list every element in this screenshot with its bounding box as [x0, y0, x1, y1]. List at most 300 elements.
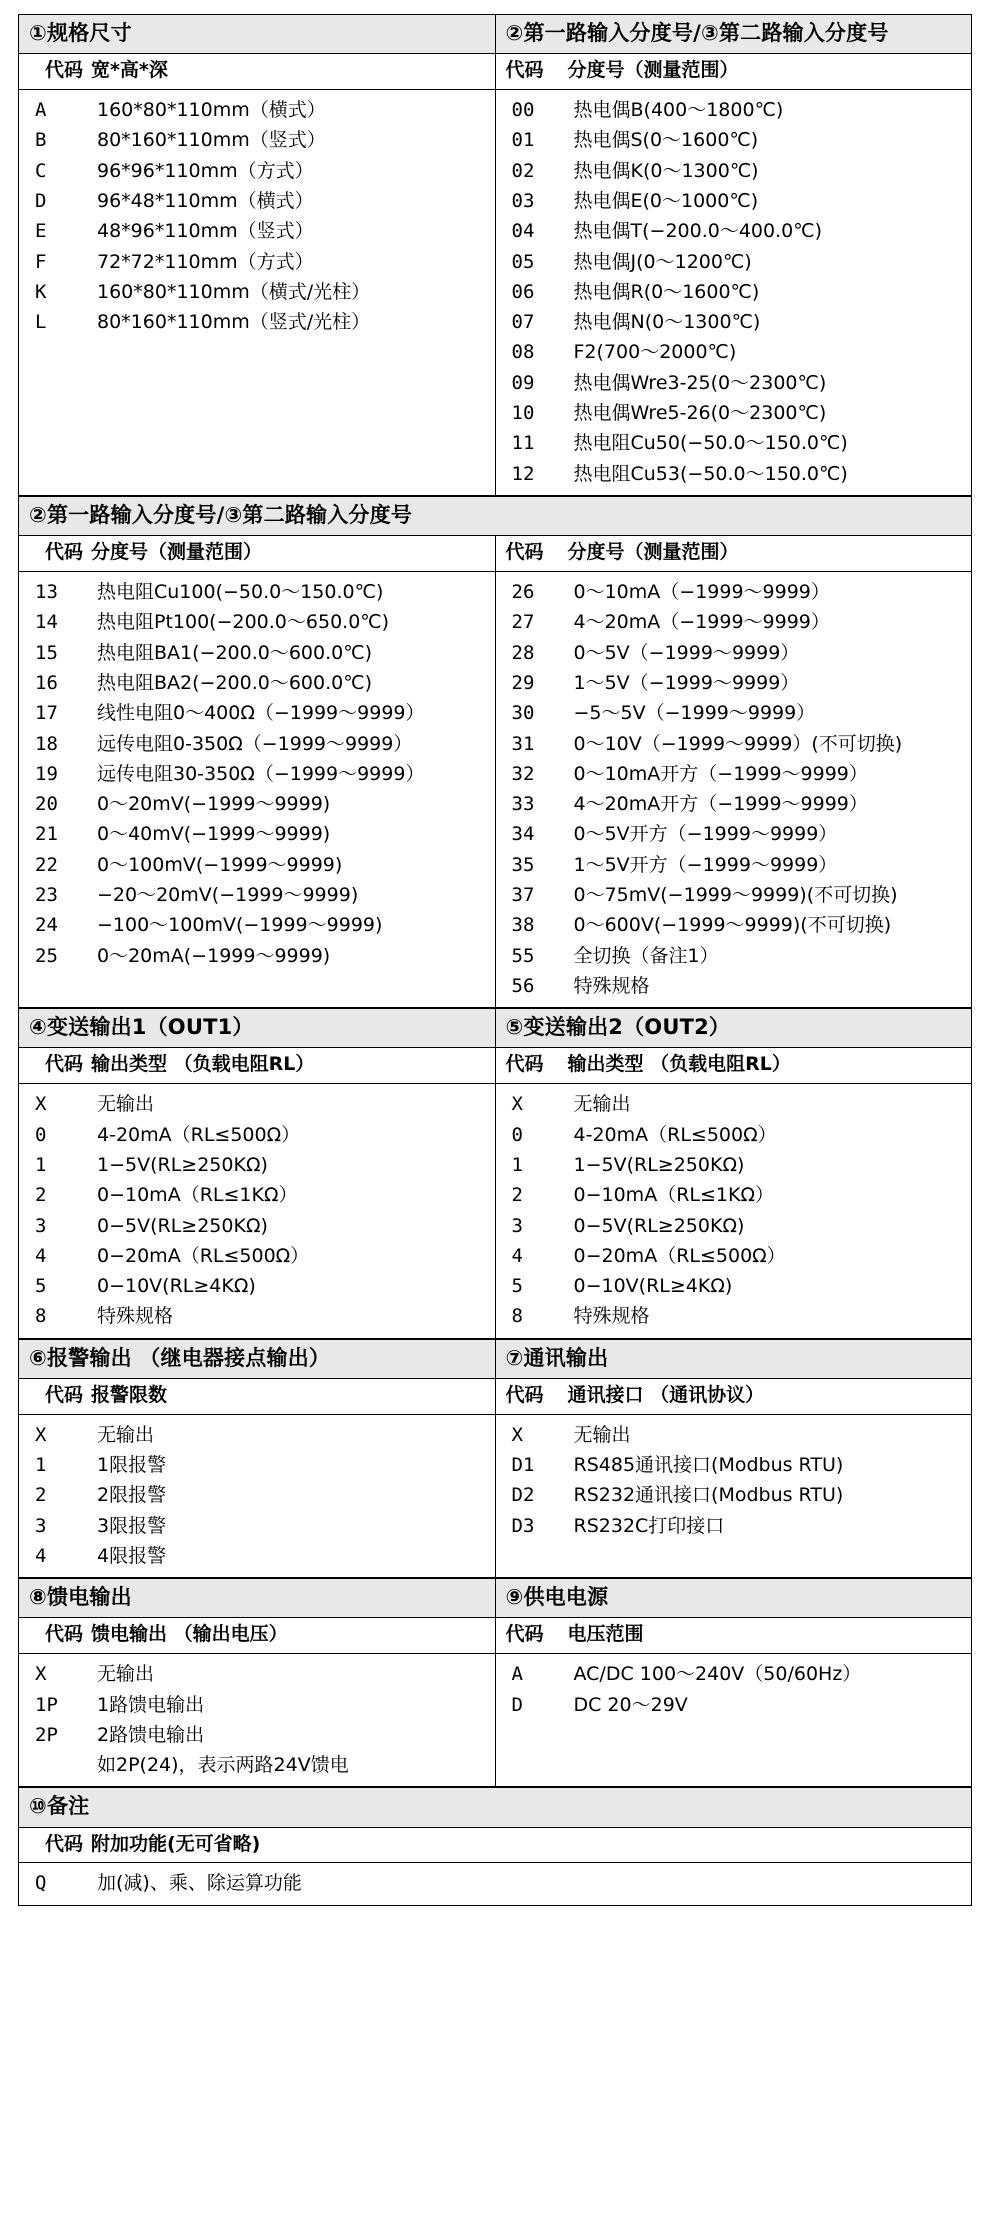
- column-header-code: 代码: [45, 1383, 84, 1406]
- list-item: [496, 247, 972, 277]
- column-header-desc: 通讯接口 （通讯协议）: [567, 1383, 765, 1406]
- item-code: 05: [511, 250, 535, 273]
- item-code: 4: [35, 1544, 47, 1567]
- item-desc: 1～5V开方（−1999～9999）: [573, 853, 838, 876]
- item-code: X: [35, 1423, 47, 1446]
- item-desc: 1−5V(RL≥250KΩ): [97, 1153, 268, 1176]
- item-desc: 3限报警: [97, 1514, 167, 1537]
- list-item: [496, 307, 972, 337]
- spec-table-row4: [18, 1339, 972, 1579]
- item-desc: 4～20mA开方（−1999～9999）: [573, 793, 868, 816]
- list-item: [19, 1690, 495, 1720]
- section-body-remark: [19, 1863, 972, 1905]
- list-item: [496, 1301, 972, 1331]
- list-item: [19, 1089, 495, 1119]
- item-desc: 0−20mA（RL≤500Ω）: [573, 1244, 786, 1267]
- column-header-out1: [19, 1048, 496, 1084]
- item-desc: 4-20mA（RL≤500Ω）: [573, 1123, 777, 1146]
- item-desc: 0～75mV(−1999～9999)(不可切换): [573, 884, 898, 907]
- item-code: K: [35, 280, 47, 303]
- item-desc: 热电阻Cu50(−50.0～150.0℃): [573, 432, 848, 455]
- section-body-input2-left: [19, 571, 496, 1007]
- column-header-remark: [19, 1827, 972, 1863]
- list-item: [496, 1241, 972, 1271]
- column-header-desc: 报警限数: [91, 1383, 168, 1406]
- column-header-power: [495, 1618, 972, 1654]
- section-title-power: ⑨供电电源: [495, 1579, 972, 1618]
- column-header-input1: [495, 54, 972, 90]
- item-desc: 无输出: [573, 1093, 631, 1116]
- section-body-feed: [19, 1654, 496, 1787]
- item-desc: 1路馈电输出: [97, 1693, 205, 1716]
- item-desc: RS232C打印接口: [573, 1514, 725, 1537]
- list-item: [19, 638, 495, 668]
- feed-note: 如2P(24)，表示两路24V馈电: [97, 1754, 349, 1777]
- item-code: 2: [35, 1184, 47, 1207]
- item-code: 55: [511, 944, 535, 967]
- list-item: [19, 789, 495, 819]
- column-header-code: 代码: [45, 1053, 84, 1076]
- item-list-out1: [19, 1089, 495, 1332]
- item-code: 01: [511, 129, 535, 152]
- item-desc: 72*72*110mm（方式）: [97, 250, 314, 273]
- list-item: [19, 1659, 495, 1689]
- item-code: X: [35, 1663, 47, 1686]
- list-item: [19, 1511, 495, 1541]
- item-desc: 热电阻BA2(−200.0～600.0℃): [97, 671, 372, 694]
- item-code: 8: [511, 1305, 523, 1328]
- item-code: 00: [511, 98, 535, 121]
- list-item: [19, 95, 495, 125]
- list-item: [19, 941, 495, 971]
- item-code: 25: [35, 944, 58, 967]
- section-header-row: [19, 1788, 972, 1827]
- list-item: [19, 819, 495, 849]
- item-code: 04: [511, 220, 535, 243]
- list-item: [19, 1150, 495, 1180]
- item-desc: 无输出: [573, 1423, 631, 1446]
- section-body-out2: [495, 1084, 972, 1339]
- section-body-row: [19, 1863, 972, 1905]
- column-header-code: 代码: [505, 1623, 544, 1646]
- list-item: [496, 216, 972, 246]
- item-desc: 1限报警: [97, 1454, 167, 1476]
- list-item: [496, 1120, 972, 1150]
- item-desc: 热电偶K(0～1300℃): [573, 159, 759, 182]
- list-item: [496, 638, 972, 668]
- item-desc: 热电阻Pt100(−200.0～650.0℃): [97, 611, 390, 634]
- item-desc: 0−10mA（RL≤1KΩ）: [97, 1184, 298, 1207]
- item-desc: 热电偶T(−200.0～400.0℃): [573, 220, 822, 243]
- item-list-input2-right: [496, 577, 972, 1001]
- item-code: D1: [511, 1454, 535, 1476]
- section-body-comm: [495, 1414, 972, 1578]
- item-code: 2P: [35, 1723, 58, 1746]
- item-code: 3: [511, 1214, 523, 1237]
- item-code: 19: [35, 762, 58, 785]
- item-code: 1: [35, 1454, 47, 1476]
- item-code: Q: [35, 1872, 47, 1895]
- column-header-input2-left: [19, 536, 496, 572]
- item-desc: RS232通讯接口(Modbus RTU): [573, 1484, 844, 1507]
- item-desc: 全切换（备注1）: [573, 944, 719, 967]
- item-code: 32: [511, 762, 535, 785]
- item-code: X: [511, 1093, 523, 1116]
- list-item: [496, 428, 972, 458]
- section-title-input1: ②第一路输入分度号/③第二路输入分度号: [495, 15, 972, 54]
- list-item: [19, 307, 495, 337]
- list-item: [496, 819, 972, 849]
- section-body-row: [19, 1654, 972, 1787]
- item-desc: 160*80*110mm（横式）: [97, 98, 326, 121]
- list-item: [496, 910, 972, 940]
- column-header-feed: [19, 1618, 496, 1654]
- item-desc: 特殊规格: [97, 1305, 174, 1328]
- column-header-code: 代码: [45, 541, 84, 564]
- item-desc: 4～20mA（−1999～9999）: [573, 611, 830, 634]
- list-item: [19, 910, 495, 940]
- item-desc: 无输出: [97, 1663, 155, 1686]
- list-item: [19, 277, 495, 307]
- item-code: 33: [511, 793, 535, 816]
- list-item: [496, 1271, 972, 1301]
- item-desc: 4限报警: [97, 1544, 167, 1567]
- list-item: [496, 789, 972, 819]
- spec-table-row6: [18, 1787, 972, 1905]
- item-code: 09: [511, 371, 535, 394]
- item-desc: 0−5V(RL≥250KΩ): [573, 1214, 745, 1237]
- item-code: A: [511, 1663, 523, 1686]
- list-item: [496, 729, 972, 759]
- item-list-out2: [496, 1089, 972, 1332]
- item-code: 26: [511, 580, 535, 603]
- item-code: L: [35, 311, 47, 334]
- item-desc: F2(700～2000℃): [573, 341, 737, 364]
- spec-table-row2: [18, 496, 972, 1008]
- column-header-desc: 宽*高*深: [91, 59, 168, 82]
- column-header-desc: 电压范围: [567, 1623, 644, 1646]
- item-desc: 0−10mA（RL≤1KΩ）: [573, 1184, 774, 1207]
- item-desc: 热电偶J(0～1200℃): [573, 250, 752, 273]
- list-item: [496, 459, 972, 489]
- list-item: [19, 1541, 495, 1571]
- list-item: [496, 156, 972, 186]
- item-desc: 热电偶S(0～1600℃): [573, 129, 759, 152]
- column-header-desc: 馈电输出 （输出电压）: [91, 1623, 288, 1646]
- item-code: 28: [511, 641, 535, 664]
- section-body-size: [19, 89, 496, 495]
- list-item: [496, 368, 972, 398]
- item-desc: 2限报警: [97, 1484, 167, 1507]
- item-code: 2: [511, 1184, 523, 1207]
- item-list-comm: [496, 1420, 972, 1553]
- item-list-feed: [19, 1659, 495, 1750]
- column-header-desc: 输出类型 （负载电阻RL）: [91, 1053, 315, 1076]
- section-header-row: [19, 1579, 972, 1618]
- section-title-feed: ⑧馈电输出: [19, 1579, 496, 1618]
- list-item: [19, 1480, 495, 1510]
- item-desc: 加(减)、乘、除运算功能: [97, 1872, 302, 1895]
- item-desc: 48*96*110mm（竖式）: [97, 220, 314, 243]
- list-item: [496, 941, 972, 971]
- item-code: 20: [35, 793, 58, 816]
- column-header-code: 代码: [45, 1623, 84, 1646]
- list-item: [496, 668, 972, 698]
- column-header-code: 代码: [505, 59, 544, 82]
- list-item: [19, 607, 495, 637]
- item-code: 30: [511, 702, 535, 725]
- item-code: 5: [35, 1275, 47, 1298]
- item-code: 12: [511, 462, 535, 485]
- item-desc: RS485通讯接口(Modbus RTU): [573, 1454, 844, 1476]
- item-code: 07: [511, 311, 535, 334]
- item-code: F: [35, 250, 47, 273]
- section-title-out1: ④变送输出1（OUT1）: [19, 1009, 496, 1048]
- column-header-out2: [495, 1048, 972, 1084]
- item-code: 0: [511, 1123, 523, 1146]
- list-item: [19, 1211, 495, 1241]
- item-code: D: [35, 189, 47, 212]
- list-item: [496, 1659, 972, 1689]
- list-item: [496, 1690, 972, 1720]
- list-item: [496, 1480, 972, 1510]
- item-desc: 96*96*110mm（方式）: [97, 159, 314, 182]
- item-code: 1: [35, 1153, 47, 1176]
- column-header-size: [19, 54, 496, 90]
- item-code: 13: [35, 580, 58, 603]
- item-code: 38: [511, 914, 535, 937]
- section-header-row: [19, 1009, 972, 1048]
- item-desc: 1～5V（−1999～9999）: [573, 671, 800, 694]
- list-item: [19, 1180, 495, 1210]
- item-code: B: [35, 129, 47, 152]
- list-item: [496, 125, 972, 155]
- list-item: [19, 729, 495, 759]
- section-body-out1: [19, 1084, 496, 1339]
- section-header-row: [19, 15, 972, 54]
- column-header-comm: [495, 1378, 972, 1414]
- item-list-power: [496, 1659, 972, 1720]
- item-desc: −5～5V（−1999～9999）: [573, 702, 816, 725]
- item-desc: 热电阻BA1(−200.0～600.0℃): [97, 641, 372, 664]
- column-header-alarm: [19, 1378, 496, 1414]
- item-code: X: [511, 1423, 523, 1446]
- item-desc: 0～5V开方（−1999～9999）: [573, 823, 838, 846]
- item-desc: 热电偶E(0～1000℃): [573, 189, 759, 212]
- list-item: [496, 277, 972, 307]
- list-item: [19, 1241, 495, 1271]
- item-desc: 2路馈电输出: [97, 1723, 205, 1746]
- list-item: [496, 95, 972, 125]
- column-header-desc: 分度号（测量范围）: [91, 541, 263, 564]
- item-desc: 80*160*110mm（竖式）: [97, 129, 326, 152]
- item-desc: 0～5V（−1999～9999）: [573, 641, 800, 664]
- item-code: 22: [35, 853, 58, 876]
- item-code: 16: [35, 671, 58, 694]
- item-code: 27: [511, 611, 535, 634]
- list-item: [19, 1450, 495, 1480]
- item-code: 08: [511, 341, 535, 364]
- item-list-input2-left: [19, 577, 495, 971]
- list-item: [496, 186, 972, 216]
- item-code: A: [35, 98, 47, 121]
- item-desc: 0−5V(RL≥250KΩ): [97, 1214, 268, 1237]
- column-header-code: 代码: [505, 541, 544, 564]
- column-header-row: [19, 1618, 972, 1654]
- list-item: [19, 1120, 495, 1150]
- item-code: 31: [511, 732, 535, 755]
- item-code: 06: [511, 280, 535, 303]
- section-title-remark: ⑩备注: [19, 1788, 972, 1827]
- item-code: 35: [511, 853, 535, 876]
- list-item: [496, 698, 972, 728]
- item-list-alarm: [19, 1420, 495, 1572]
- list-item: [19, 125, 495, 155]
- item-desc: −100～100mV(−1999～9999): [97, 914, 383, 937]
- item-desc: DC 20～29V: [573, 1693, 688, 1716]
- item-desc: 0～20mA(−1999～9999): [97, 944, 331, 967]
- column-header-code: 代码: [505, 1383, 544, 1406]
- item-desc: 1−5V(RL≥250KΩ): [573, 1153, 745, 1176]
- list-item: [19, 1271, 495, 1301]
- item-code: X: [35, 1093, 47, 1116]
- item-code: 10: [511, 402, 535, 425]
- item-code: 02: [511, 159, 535, 182]
- item-desc: 0～600V(−1999～9999)(不可切换): [573, 914, 892, 937]
- item-code: 5: [511, 1275, 523, 1298]
- column-header-desc: 输出类型 （负载电阻RL）: [567, 1053, 791, 1076]
- list-item: [19, 1868, 971, 1898]
- column-header-desc: 分度号（测量范围）: [567, 541, 739, 564]
- item-code: 18: [35, 732, 58, 755]
- item-desc: 热电偶Wre5-26(0～2300℃): [573, 402, 827, 425]
- list-item: [496, 759, 972, 789]
- list-item: [19, 1301, 495, 1331]
- item-code: 4: [35, 1244, 47, 1267]
- item-desc: 0～10V（−1999～9999）(不可切换): [573, 732, 903, 755]
- item-desc: 无输出: [97, 1093, 155, 1116]
- item-code: C: [35, 159, 47, 182]
- item-code: 4: [511, 1244, 523, 1267]
- list-item: [496, 1150, 972, 1180]
- list-item: [19, 759, 495, 789]
- item-list-remark: [19, 1868, 971, 1898]
- item-code: 34: [511, 823, 535, 846]
- item-code: D2: [511, 1484, 535, 1507]
- list-item: [19, 1420, 495, 1450]
- item-desc: 热电阻Cu100(−50.0～150.0℃): [97, 580, 384, 603]
- item-desc: 无输出: [97, 1423, 155, 1446]
- item-code: 2: [35, 1484, 47, 1507]
- list-item: [496, 607, 972, 637]
- list-item: [19, 247, 495, 277]
- list-item: [496, 1211, 972, 1241]
- spec-table-row3: [18, 1008, 972, 1338]
- item-code: 21: [35, 823, 58, 846]
- item-desc: −20～20mV(−1999～9999): [97, 884, 359, 907]
- list-item: [19, 577, 495, 607]
- item-code: 29: [511, 671, 535, 694]
- list-item: [19, 156, 495, 186]
- column-header-row: [19, 54, 972, 90]
- item-desc: 4-20mA（RL≤500Ω）: [97, 1123, 301, 1146]
- column-header-row: [19, 1048, 972, 1084]
- item-desc: 0～10mA开方（−1999～9999）: [573, 762, 868, 785]
- item-desc: 0～10mA（−1999～9999）: [573, 580, 830, 603]
- item-code: 23: [35, 884, 58, 907]
- column-header-input2-right: [495, 536, 972, 572]
- item-code: E: [35, 220, 47, 243]
- section-title-size: ①规格尺寸: [19, 15, 496, 54]
- item-code: 37: [511, 884, 535, 907]
- list-item: [19, 186, 495, 216]
- item-desc: 远传电阻30-350Ω（−1999～9999）: [97, 762, 425, 785]
- item-desc: 160*80*110mm（横式/光柱）: [97, 280, 371, 303]
- item-desc: 热电偶R(0～1600℃): [573, 280, 760, 303]
- column-header-desc: 分度号（测量范围）: [567, 59, 739, 82]
- item-desc: 远传电阻0-350Ω（−1999～9999）: [97, 732, 413, 755]
- column-header-code: 代码: [45, 59, 84, 82]
- item-desc: AC/DC 100～240V（50/60Hz）: [573, 1663, 862, 1686]
- list-item: [496, 1420, 972, 1450]
- section-body-row: [19, 1414, 972, 1578]
- section-body-power: [495, 1654, 972, 1787]
- section-title-comm: ⑦通讯输出: [495, 1339, 972, 1378]
- item-code: D: [511, 1693, 523, 1716]
- section-header-row: [19, 1339, 972, 1378]
- spec-table-row5: [18, 1578, 972, 1787]
- item-list-size: [19, 95, 495, 338]
- item-code: 15: [35, 641, 58, 664]
- item-code: 1P: [35, 1693, 58, 1716]
- column-header-code: 代码: [505, 1053, 544, 1076]
- spec-table-row1: [18, 14, 972, 496]
- list-item: [19, 668, 495, 698]
- item-desc: 热电偶B(400～1800℃): [573, 98, 784, 121]
- section-title-input2: ②第一路输入分度号/③第二路输入分度号: [19, 497, 972, 536]
- item-code: 8: [35, 1305, 47, 1328]
- list-item: [496, 398, 972, 428]
- list-item: [496, 1511, 972, 1541]
- item-desc: 0−10V(RL≥4KΩ): [97, 1275, 256, 1298]
- item-code: D3: [511, 1514, 535, 1537]
- section-body-input2-right: [495, 571, 972, 1007]
- item-desc: 0−10V(RL≥4KΩ): [573, 1275, 733, 1298]
- list-item: [496, 880, 972, 910]
- item-code: 11: [511, 432, 535, 455]
- column-header-row: [19, 1827, 972, 1863]
- item-list-input1: [496, 95, 972, 489]
- item-code: 14: [35, 611, 58, 634]
- list-item: [496, 971, 972, 1001]
- item-desc: 特殊规格: [573, 975, 650, 997]
- item-desc: 0～20mV(−1999～9999): [97, 793, 331, 816]
- section-body-row: [19, 571, 972, 1007]
- column-header-desc: 附加功能(无可省略): [91, 1832, 261, 1855]
- spacer-row: [496, 1541, 972, 1553]
- item-code: 56: [511, 975, 535, 997]
- list-item: [19, 698, 495, 728]
- item-desc: 0～40mV(−1999～9999): [97, 823, 331, 846]
- item-code: 3: [35, 1214, 47, 1237]
- item-code: 03: [511, 189, 535, 212]
- item-code: 3: [35, 1514, 47, 1537]
- item-desc: 0−20mA（RL≤500Ω）: [97, 1244, 310, 1267]
- item-desc: 热电阻Cu53(−50.0～150.0℃): [573, 462, 848, 485]
- section-title-alarm: ⑥报警输出 （继电器接点输出）: [19, 1339, 496, 1378]
- list-item: [19, 850, 495, 880]
- item-code: 1: [511, 1153, 523, 1176]
